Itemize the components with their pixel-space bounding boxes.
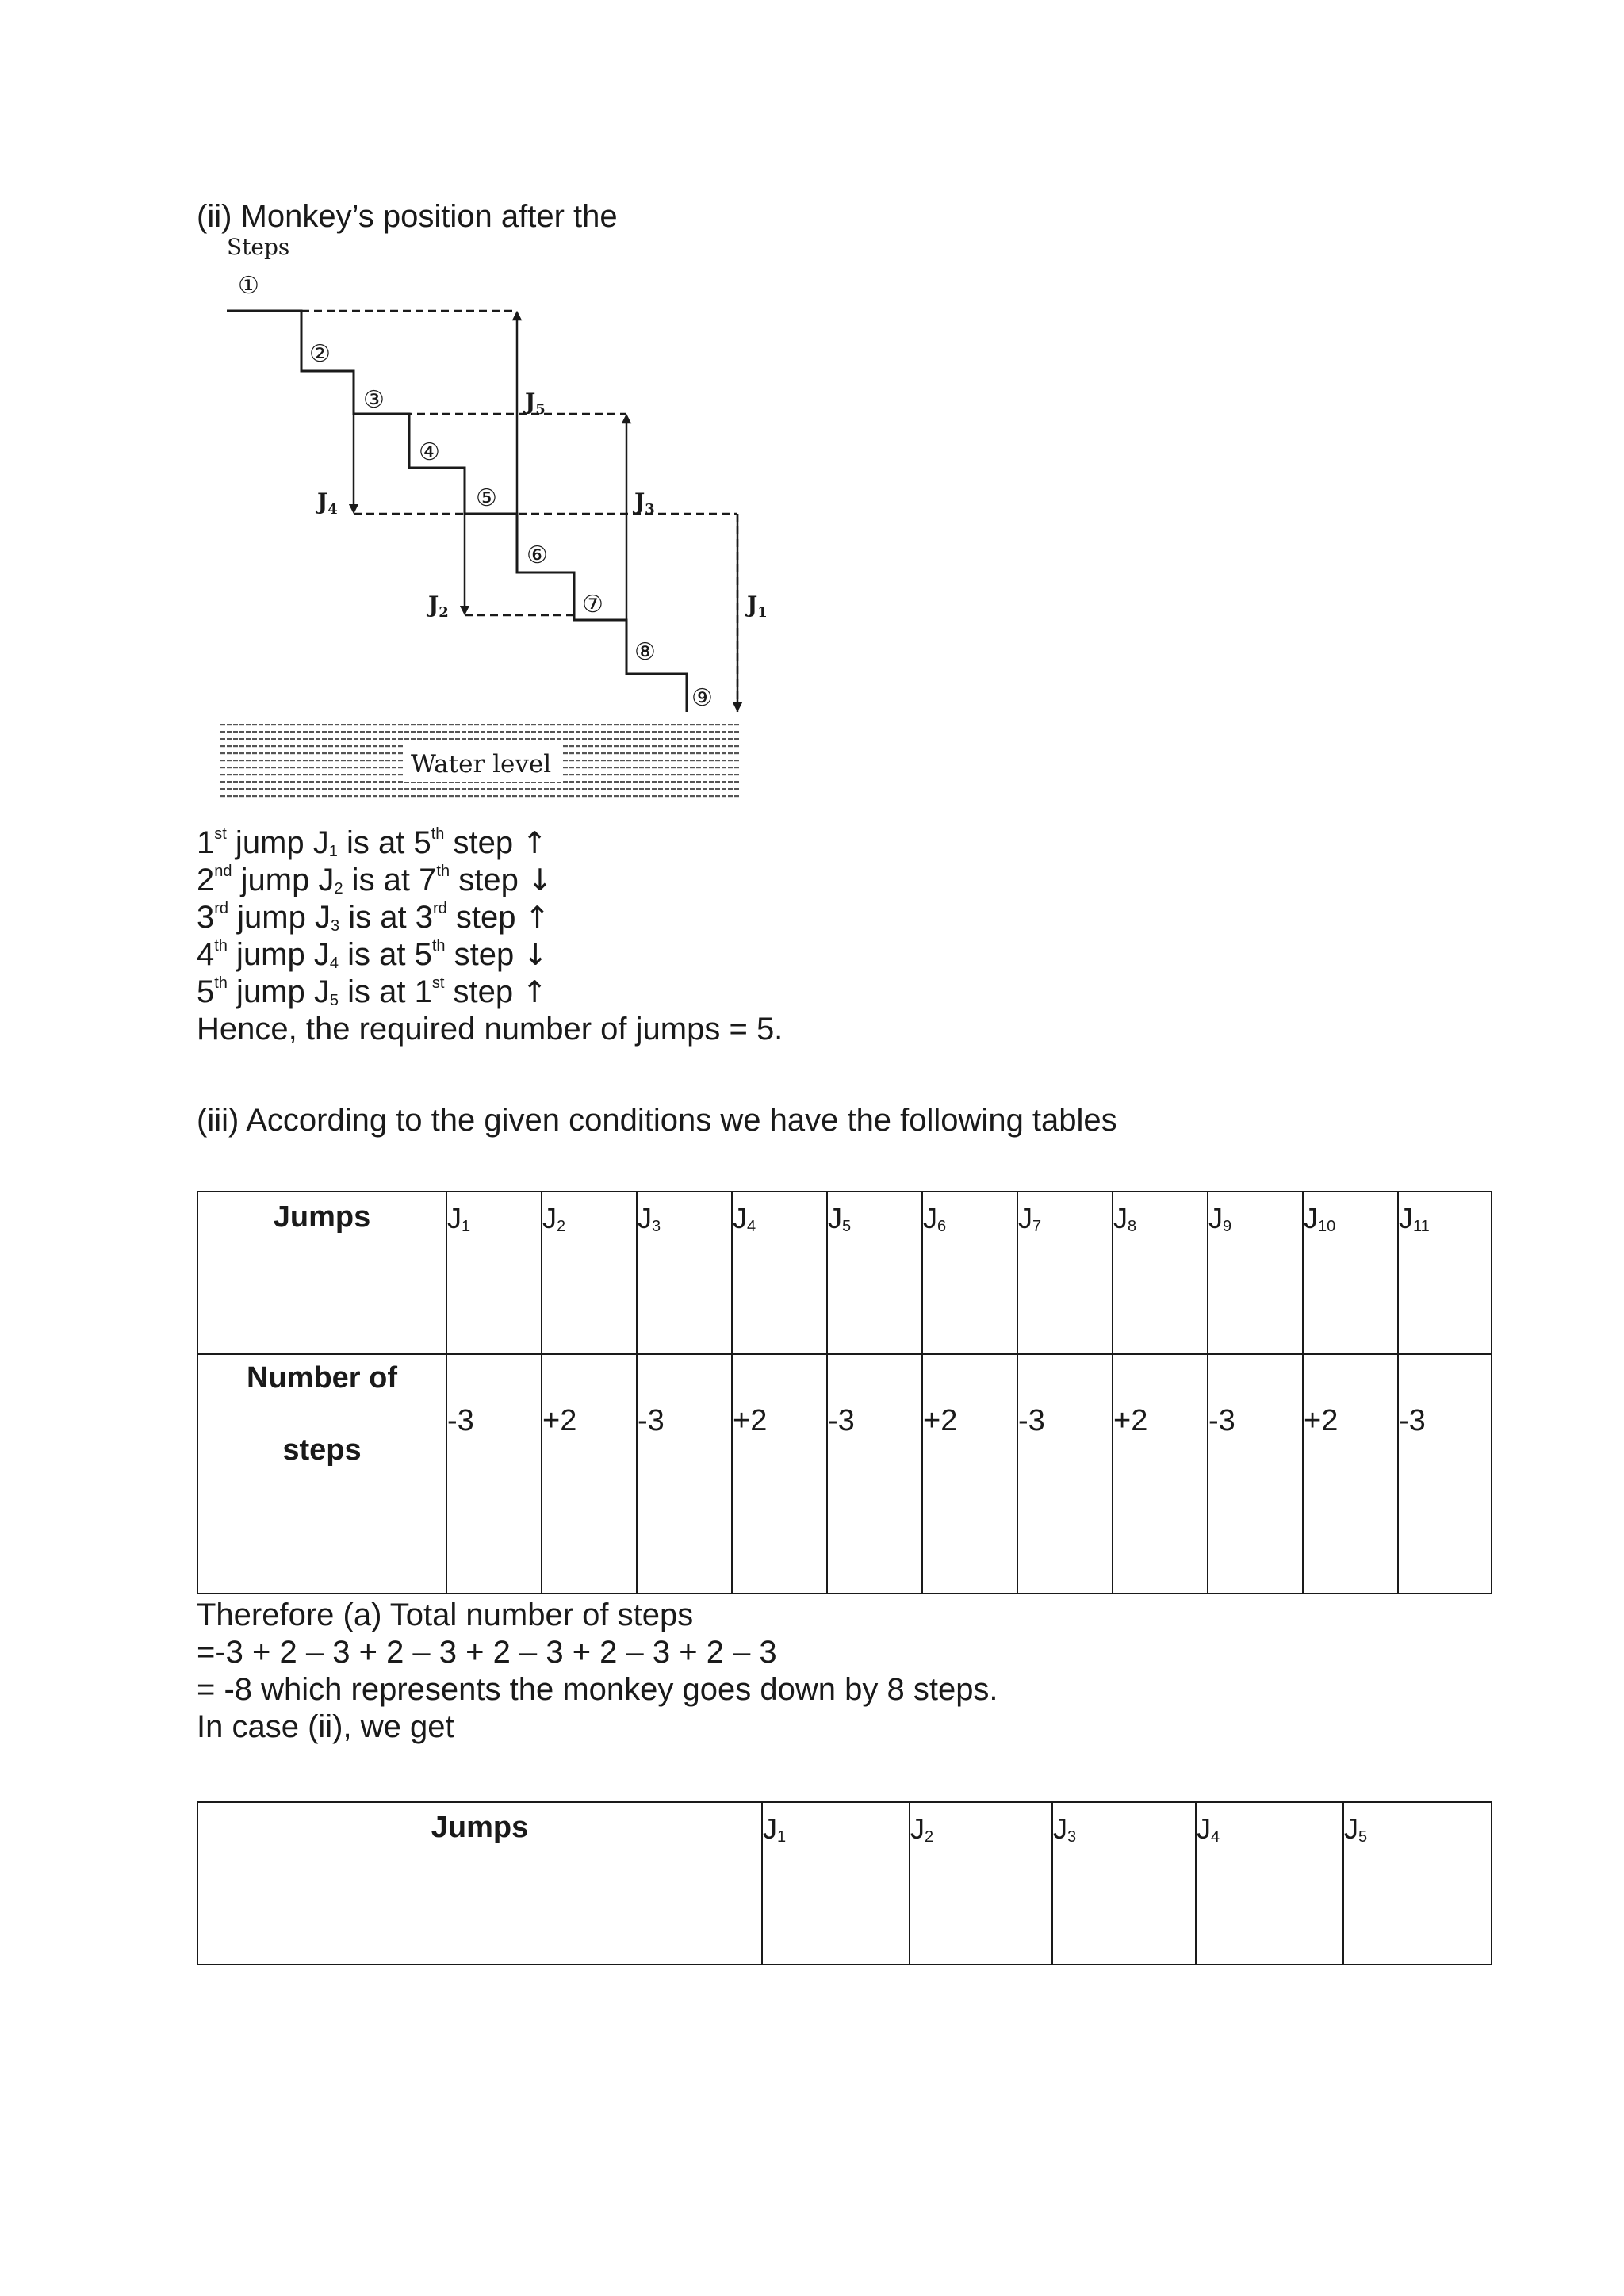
down-arrow-icon: ↓	[523, 937, 549, 972]
table1-step-cell: -3	[1017, 1354, 1113, 1594]
jump-2-label: $J_2$	[428, 591, 449, 621]
step-4-marker: ④	[419, 438, 440, 466]
table1-step-cell: +2	[542, 1354, 637, 1594]
table1-step-cell: -3	[637, 1354, 732, 1594]
table2-jump-cell: $J_4$	[1196, 1802, 1343, 1965]
step-6-marker: ⑥	[527, 541, 548, 569]
table1-step-cell: -3	[1398, 1354, 1492, 1594]
jump-5-label: $J_5$	[525, 388, 546, 418]
table1-jump-cell: $J_8$	[1113, 1192, 1208, 1354]
jump-line-3: 3rd jump $J_3$ is at 3rd step ↑	[197, 900, 550, 935]
table1-step-cell: +2	[1303, 1354, 1398, 1594]
step-8-marker: ⑧	[634, 638, 656, 666]
table1-step-cell: +2	[922, 1354, 1017, 1594]
table1-step-cell: -3	[827, 1354, 922, 1594]
table1-step-cell: +2	[1113, 1354, 1208, 1594]
jump-1-label: $J_1$	[747, 591, 768, 621]
guide-lines	[301, 311, 737, 712]
step-5-marker: ⑤	[476, 484, 497, 512]
table1-steps-header: Number of steps	[197, 1354, 446, 1594]
hence-line: Hence, the required number of jumps = 5.	[197, 1012, 783, 1047]
table1-step-cell: -3	[446, 1354, 542, 1594]
table1-jumps-header: Jumps	[197, 1192, 446, 1354]
staircase-diagram	[214, 236, 785, 815]
jump-line-4: 4th jump $J_4$ is at 5th step ↓	[197, 937, 549, 972]
table1-jump-cell: $J_1$	[446, 1192, 542, 1354]
down-arrow-icon: ↓	[527, 863, 553, 897]
table1-jump-cell: $J_6$	[922, 1192, 1017, 1354]
table1-jump-cell: $J_9$	[1208, 1192, 1303, 1354]
table1-jump-cell: $J_3$	[637, 1192, 732, 1354]
jumps-table-2	[197, 1801, 1492, 1965]
up-arrow-icon: ↑	[522, 825, 548, 860]
table1-jump-cell: $J_{11}$	[1398, 1192, 1492, 1354]
therefore-line: Therefore (a) Total number of steps	[197, 1598, 694, 1632]
table2-jump-cell: $J_1$	[762, 1802, 910, 1965]
case-line: In case (ii), we get	[197, 1709, 454, 1744]
jump-line-2: 2nd jump $J_2$ is at 7th step ↓	[197, 863, 553, 897]
table1-jump-cell: $J_7$	[1017, 1192, 1113, 1354]
step-3-marker: ③	[363, 386, 385, 414]
sum-line: =-3 + 2 – 3 + 2 – 3 + 2 – 3 + 2 – 3 + 2 – 3	[197, 1635, 777, 1670]
table1-jump-cell: $J_{10}$	[1303, 1192, 1398, 1354]
table1-jump-cell: $J_2$	[542, 1192, 637, 1354]
up-arrow-icon: ↑	[522, 974, 548, 1009]
table1-jump-cell: $J_5$	[827, 1192, 922, 1354]
table1-step-cell: +2	[732, 1354, 827, 1594]
table1-step-cell: -3	[1208, 1354, 1303, 1594]
heading-iii: (iii) According to the given conditions we have the following tables	[197, 1103, 1117, 1138]
table1-jump-cell: $J_4$	[732, 1192, 827, 1354]
step-1-marker: ①	[238, 272, 259, 300]
jumps-table-1	[197, 1191, 1492, 1594]
jump-3-label: $J_3$	[634, 488, 655, 518]
table2-jump-cell: $J_3$	[1052, 1802, 1196, 1965]
staircase-line	[227, 311, 687, 712]
step-2-marker: ②	[309, 340, 331, 368]
steps-label: Steps	[227, 236, 290, 260]
jump-4-label: $J_4$	[317, 488, 338, 518]
up-arrow-icon: ↑	[524, 900, 550, 935]
jump-arrows	[354, 316, 737, 707]
heading-ii: (ii) Monkey’s position after the	[197, 199, 618, 234]
table2-jump-cell: $J_2$	[910, 1802, 1052, 1965]
step-9-marker: ⑨	[691, 684, 713, 712]
jump-line-5: 5th jump $J_5$ is at 1st step ↑	[197, 974, 548, 1009]
result-line: = -8 which represents the monkey goes down by 8 steps.	[197, 1672, 998, 1707]
staircase-figure	[214, 236, 785, 815]
step-7-marker: ⑦	[582, 591, 603, 618]
jump-line-1: 1st jump $J_1$ is at 5th step ↑	[197, 825, 548, 860]
water-level-label: Water level	[411, 750, 552, 779]
table2-jump-cell: $J_5$	[1343, 1802, 1492, 1965]
table2-jumps-header: Jumps	[197, 1802, 762, 1965]
